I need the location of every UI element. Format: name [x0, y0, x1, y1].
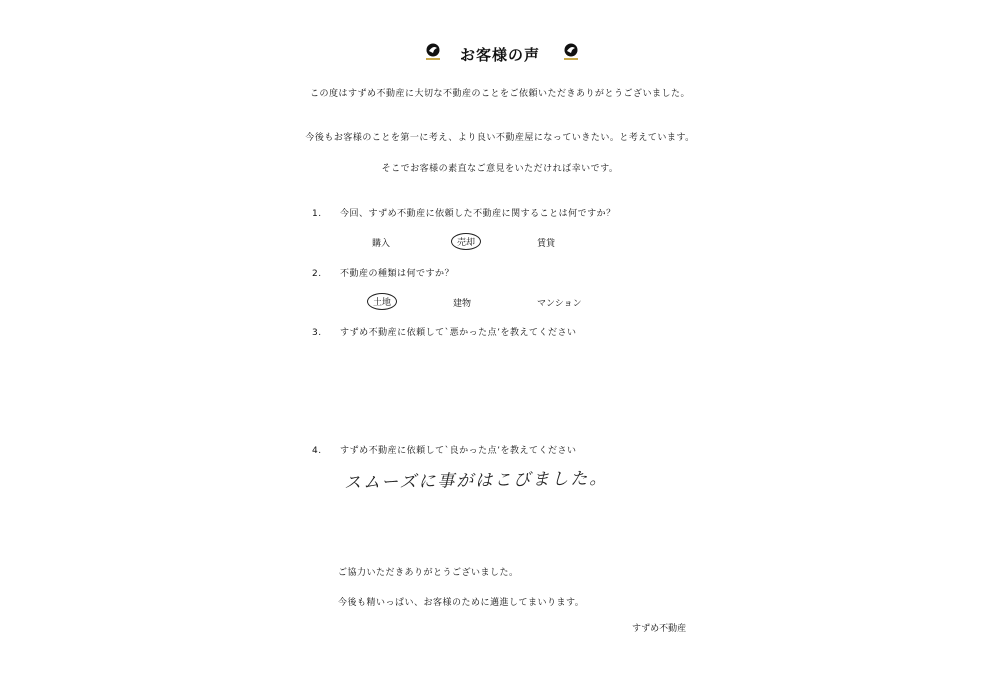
question-number: 3. — [312, 328, 322, 338]
intro-line-1: この度はすずめ不動産に大切な不動産のことをご依頼いただきありがとうございました。 — [309, 89, 691, 99]
closing-line-1: ご協力いただきありがとうございました。 — [338, 568, 519, 578]
question-number: 1. — [312, 209, 322, 219]
q1-option-rent[interactable]: 賃貸 — [537, 239, 556, 249]
signature: すずめ不動産 — [632, 624, 687, 634]
question-number: 2. — [312, 269, 322, 279]
page-title: お客様の声 — [459, 46, 540, 64]
intro-line-3: そこでお客様の素直なご意見をいただければ幸いです。 — [381, 164, 619, 174]
question-3 — [312, 325, 576, 338]
sparrow-logo-icon-right — [562, 42, 580, 66]
q1-option-buy[interactable]: 購入 — [372, 239, 391, 249]
intro-line-2: 今後もお客様のことを第一に考え、より良い不動産屋になっていきたい。と考えています。 — [305, 133, 695, 143]
question-text: 不動産の種類は何ですか？ — [340, 269, 455, 279]
q2-option-mansion[interactable]: マンション — [537, 299, 582, 309]
question-1 — [312, 206, 616, 219]
question-2 — [312, 266, 454, 279]
question-text: 今回、すずめ不動産に依頼した不動産に関することは何ですか？ — [340, 209, 616, 219]
q2-option-land-selected[interactable]: 土地 — [367, 293, 397, 310]
question-text: すずめ不動産に依頼して`良かった点’を教えてください — [340, 446, 577, 456]
question-4 — [312, 443, 576, 456]
q2-option-building[interactable]: 建物 — [453, 299, 472, 309]
question-number: 4. — [312, 446, 322, 456]
q1-option-sell-selected[interactable]: 売却 — [451, 233, 481, 250]
closing-line-2: 今後も精いっぱい、お客様のために邁進してまいります。 — [338, 598, 585, 608]
question-text: すずめ不動産に依頼して`悪かった点’を教えてください — [340, 328, 577, 338]
q4-handwritten-answer[interactable]: スムーズに事がはこびました。 — [343, 468, 609, 494]
